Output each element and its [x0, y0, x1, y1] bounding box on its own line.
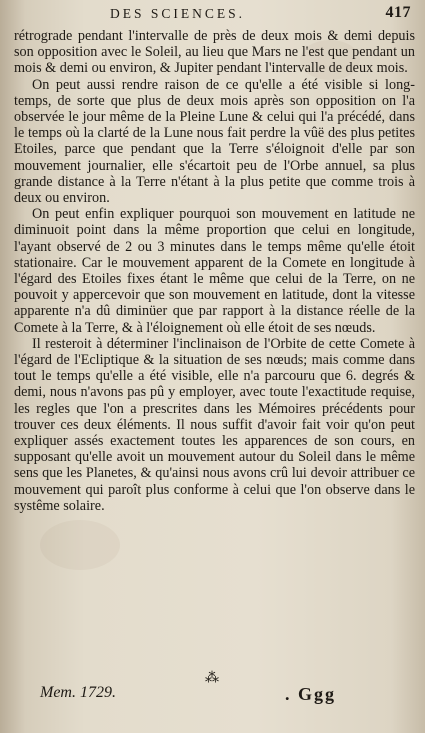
paragraph: rétrograde pendant l'intervalle de près de deux mois & demi depuis son opposition avec le Soleil, au lieu que Mars ne l'est que pendant un mois & demi ou environ, & Jupiter pendant l'intervalle de deux mois.: [14, 28, 415, 77]
running-head: DES SCIENCES.: [110, 6, 246, 21]
page-footer: [0, 684, 425, 714]
page-number: 417: [385, 4, 411, 21]
paper-stain: [40, 520, 120, 570]
paragraph: On peut enfin expliquer pourquoi son mouvement en latitude ne diminuoit point dans la même proportion que celui en longitude, l'ayant observé de 2 ou 3 minutes dans le temps même qu'elle étoit stationaire. Car le mouvement apparent de la Comete en longitude à l'égard des Etoiles fixes étant le même que celui de la Terre, on ne pouvoit y appercevoir que son mouvement en latitude, dont la vitesse apparente n'a dû diminüer que par rapport à la distance réelle de la Comete à la Terre, & à l'éloignement où elle étoit de ses nœuds.: [14, 206, 415, 336]
signature-mark: . Ggg: [285, 684, 337, 704]
paragraph: Il resteroit à déterminer l'inclinaison de l'Orbite de cette Comete à l'égard de l'Ecliptique & la situation de ses nœuds; mais comme dans tout le temps qu'elle a été visible, elle n'a parcouru que 6. degrés & demi, nous n'avons pas pû y employer, avec toute l'exactitude requise, les regles que l'on a prescrites dans les Mémoires précédents pour trouver ces deux éléments. Il nous suffit d'avoir fait voir qu'on peut expliquer assés exactement toutes les apparences de son cours, en supposant qu'elle avoit un mouvement autour du Soleil dans le même sens que les Planetes, & qu'ainsi nous avons crû lui devoir attribuer ce mouvement qui paroît plus conforme à celui que l'on observe dans le systême solaire.: [14, 335, 415, 514]
signature-note: Mem. 1729.: [40, 684, 116, 701]
paragraph: On peut aussi rendre raison de ce qu'elle a été visible si long-temps, de sorte que plus de deux mois après son opposition on l'a observée le jour même de la Pleine Lune & celui qui l'a précédé, dans le temps où la clarté de la Lune nous fait perdre la vûë des plus petites Etoiles, parce que pendant que la Terre s'éloignoit d'elle par son mouvement journalier, elle s'écartoit peu de l'Orbe annuel, sa plus grande distance à la Terre n'étant à la plus petite que comme trois à deux ou environ.: [14, 76, 415, 207]
body-text: [14, 28, 415, 514]
page-header: [0, 6, 425, 28]
ornament: ⁂: [205, 671, 220, 686]
